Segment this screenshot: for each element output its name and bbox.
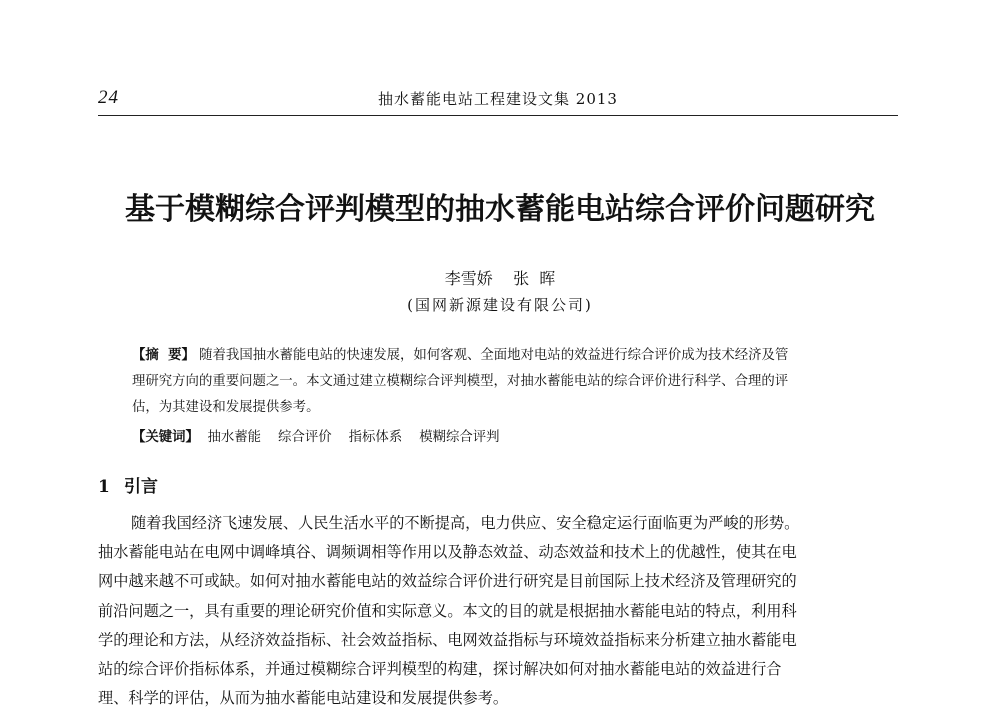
article-authors: 李雪娇 张 晖 xyxy=(444,269,556,288)
body-line: 理、科学的评估，从而为抽水蓄能电站建设和发展提供参考。 xyxy=(98,689,509,708)
article-title: 基于模糊综合评判模型的抽水蓄能电站综合评价问题研究 xyxy=(125,192,875,227)
body-line: 学的理论和方法，从经济效益指标、社会效益指标、电网效益指标与环境效益指标来分析建立抽水蓄能电 xyxy=(98,630,797,649)
body-line: 抽水蓄能电站在电网中调峰填谷、调频调相等作用以及静态效益、动态效益和技术上的优越性，使其在电 xyxy=(98,543,797,562)
body-line: 随着我国经济飞速发展、人民生活水平的不断提高，电力供应、安全稳定运行面临更为严峻的形势。 xyxy=(131,514,800,532)
abstract-text: 随着我国抽水蓄能电站的快速发展，如何客观、全面地对电站的效益进行综合评价成为技术经济及管 xyxy=(199,348,789,363)
abstract-line: 估，为其建设和发展提供参考。 xyxy=(132,400,320,415)
body-line: 网中越来越不可或缺。如何对抽水蓄能电站的效益综合评价进行研究是目前国际上技术经济及管理研究的 xyxy=(98,572,797,591)
keywords-list: 抽水蓄能 综合评价 指标体系 模糊综合评判 xyxy=(207,430,500,445)
body-line: 前沿问题之一，具有重要的理论研究价值和实际意义。本文的目的就是根据抽水蓄能电站的特点，利用科 xyxy=(98,601,797,620)
abstract-label: 【摘 要】 xyxy=(132,348,195,363)
body-paragraph xyxy=(98,509,906,713)
keywords xyxy=(132,426,500,445)
abstract-line: 理研究方向的重要问题之一。本文通过建立模糊综合评判模型，对抽水蓄能电站的综合评价进行科学、合理的评 xyxy=(132,374,789,389)
abstract xyxy=(132,343,872,421)
header-divider xyxy=(98,115,898,116)
keywords-label: 【关键词】 xyxy=(132,430,199,445)
abstract-line xyxy=(132,343,872,369)
section-heading xyxy=(98,472,158,497)
running-title: 抽水蓄能电站工程建设文集 2013 xyxy=(378,90,618,108)
author-affiliation: (国网新源建设有限公司) xyxy=(407,296,593,314)
page-header xyxy=(98,84,898,114)
page-number: 24 xyxy=(98,87,119,108)
section-number: 1 xyxy=(98,477,110,497)
body-line: 站的综合评价指标体系，并通过模糊综合评判模型的构建，探讨解决如何对抽水蓄能电站的效益进行合 xyxy=(98,660,782,679)
section-title: 引言 xyxy=(124,477,158,497)
